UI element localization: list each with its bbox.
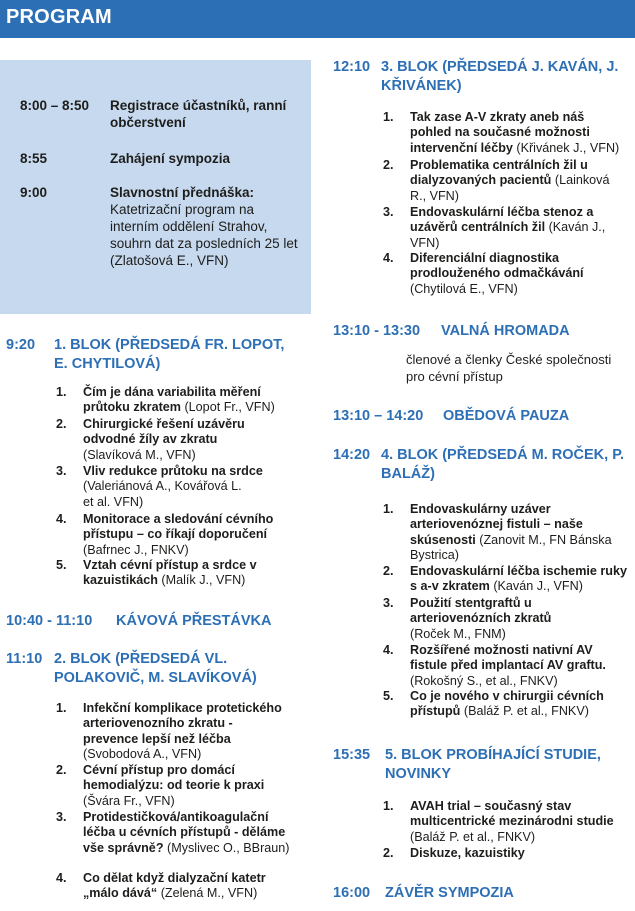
intro-title: Zahájení sympozia xyxy=(110,151,231,166)
section-title: VALNÁ HROMADA xyxy=(441,323,570,339)
item-title: Monitorace a sledování cévního přístupu – co říkají doporučení xyxy=(83,512,274,542)
intro-time: 8:55 xyxy=(20,151,48,166)
section-title: KÁVOVÁ PŘESTÁVKA xyxy=(116,613,272,629)
section-time: 14:20 xyxy=(333,447,371,463)
section-time: 11:10 xyxy=(6,651,43,667)
intro-box xyxy=(0,60,311,314)
item-title: Rozšířené možnosti nativní AV fistule před implantací AV graftu. xyxy=(410,643,606,673)
item-number: 1. xyxy=(383,799,394,813)
item-number: 5. xyxy=(383,689,394,703)
item-authors: (Chytilová E., VFN) xyxy=(410,281,518,296)
item-title: Problematika centrálních žil u dialyzovaných pacientů xyxy=(410,158,588,188)
section-title: 1. BLOK (PŘEDSEDÁ FR. LOPOT, E. CHYTILOVÁ) xyxy=(54,337,285,372)
item-authors: (Valeriánová A., Kovářová L. et al. VFN) xyxy=(83,479,242,509)
item-title: AVAH trial – současný stav multicentrické mezinárodni studie xyxy=(410,799,614,829)
item-authors: (Rokošný S., et al., FNKV) xyxy=(410,673,558,688)
item-authors: (Malík J., VFN) xyxy=(161,573,246,588)
item-authors: (Křivánek J., VFN) xyxy=(516,140,620,155)
item-authors: (Švára Fr., VFN) xyxy=(83,793,175,808)
section-time: 13:10 - 13:30 xyxy=(333,323,421,339)
intro-title: Slavnostní přednáška: xyxy=(110,185,255,200)
item-title: Použití stentgraftů u arteriovenózních zkratů xyxy=(410,596,552,626)
item-number: 1. xyxy=(56,385,67,399)
item-title: Endovaskulární léčba ischemie ruky s a-v zkratem xyxy=(410,564,627,594)
item-number: 5. xyxy=(56,558,67,572)
item-authors: (Zanovit M., FN Bánska Bystrica) xyxy=(410,532,612,563)
item-authors: (Roček M., FNM) xyxy=(410,626,506,641)
item-title: Protidestičková/antikoagulační léčba u cévních přístupů - děláme vše správně? xyxy=(83,810,286,855)
item-number: 3. xyxy=(383,205,394,219)
section-title: OBĚDOVÁ PAUZA xyxy=(443,408,570,424)
item-title: Endovaskulárny uzáver arteriovenóznej fistuli – naše skúsenosti xyxy=(410,502,583,547)
item-title: Tak zase A-V zkraty aneb náš pohled na současné možnosti intervenční léčby xyxy=(410,110,590,155)
item-number: 4. xyxy=(56,871,67,885)
section-title: ZÁVĚR SYMPOZIA xyxy=(385,885,514,901)
intro-time: 9:00 xyxy=(20,185,48,200)
item-authors: (Myslivec O., BBraun) xyxy=(167,840,290,855)
intro-time: 8:00 – 8:50 xyxy=(20,98,90,113)
item-authors: (Baláž P. et al., FNKV) xyxy=(463,704,589,719)
item-title: Endovaskulární léčba stenoz a uzávěrů centrálních žil xyxy=(410,205,594,235)
page-title: PROGRAM xyxy=(6,6,112,28)
item-number: 4. xyxy=(383,251,394,265)
item-title: Co dělat když dialyzační katetr „málo dává“ xyxy=(83,871,266,901)
section-title: 3. BLOK (PŘEDSEDÁ J. KAVÁN, J. KŘIVÁNEK) xyxy=(381,59,619,94)
section-title: 5. BLOK PROBÍHAJÍCÍ STUDIE, NOVINKY xyxy=(385,747,601,782)
item-number: 3. xyxy=(383,596,394,610)
item-title: Diskuze, kazuistiky xyxy=(410,846,525,860)
intro-detail: Katetrizační program na interním oddělení Strahov, souhrn dat za posledních 25 let (Zlatošová E., VFN) xyxy=(110,202,298,268)
item-title: Vztah cévní přístup a srdce v kazuistikách xyxy=(83,558,257,588)
item-number: 2. xyxy=(383,846,394,860)
section-time: 9:20 xyxy=(6,337,36,353)
item-authors: (Svobodová A., VFN) xyxy=(83,747,202,762)
item-title: Vliv redukce průtoku na srdce xyxy=(83,464,263,478)
item-authors: (Baláž P. et al., FNKV) xyxy=(410,829,536,844)
section-time: 12:10 xyxy=(333,59,371,75)
item-number: 3. xyxy=(56,810,67,824)
item-number: 2. xyxy=(383,158,394,172)
item-title: Čím je dána variabilita měření průtoku zkratem xyxy=(83,385,261,415)
item-authors: (Lopot Fr., VFN) xyxy=(184,400,275,415)
item-number: 1. xyxy=(383,502,394,516)
item-title: Cévní přístup pro domácí hemodialýzu: od teorie k praxi xyxy=(83,763,265,793)
item-authors: (Lainková R., VFN) xyxy=(410,173,610,203)
item-title: Diferenciální diagnostika prodlouženého odmačkávání xyxy=(410,251,584,281)
item-number: 1. xyxy=(56,701,67,715)
item-authors: (Bafrnec J., FNKV) xyxy=(83,542,189,557)
item-title: Infekční komplikace protetického arteriovenozního zkratu - prevence lepší než léčba xyxy=(83,701,282,746)
section-time: 13:10 – 14:20 xyxy=(333,408,424,424)
intro-desc xyxy=(110,184,302,269)
valna-hromada-text: členové a členky České společnosti pro cévní přístup xyxy=(406,352,612,384)
item-title: Co je nového v chirurgii cévních přístupů xyxy=(410,689,604,719)
item-number: 1. xyxy=(383,110,394,124)
item-authors: (Slavíková M., VFN) xyxy=(83,447,196,462)
section-title: 4. BLOK (PŘEDSEDÁ M. ROČEK, P. BALÁŽ) xyxy=(381,447,625,482)
section-time: 16:00 xyxy=(333,885,371,901)
item-number: 3. xyxy=(56,464,67,478)
intro-title: Registrace účastníků, ranní občerstvení xyxy=(110,98,287,130)
item-title: Chirurgické řešení uzávěru odvodné žíly av zkratu xyxy=(83,417,245,447)
item-authors: (Kaván J., VFN) xyxy=(493,579,583,594)
section-title: 2. BLOK (PŘEDSEDÁ VL. POLAKOVIČ, M. SLAVÍKOVÁ) xyxy=(54,651,257,686)
section-time: 15:35 xyxy=(333,747,371,763)
item-number: 4. xyxy=(56,512,67,526)
item-number: 2. xyxy=(56,763,67,777)
section-time: 10:40 - 11:10 xyxy=(6,613,93,629)
item-authors: (Kaván J., VFN) xyxy=(410,220,606,250)
item-authors: (Zelená M., VFN) xyxy=(160,886,258,901)
item-number: 2. xyxy=(56,417,67,431)
page-header xyxy=(0,0,635,38)
item-number: 2. xyxy=(383,564,394,578)
item-number: 4. xyxy=(383,643,394,657)
